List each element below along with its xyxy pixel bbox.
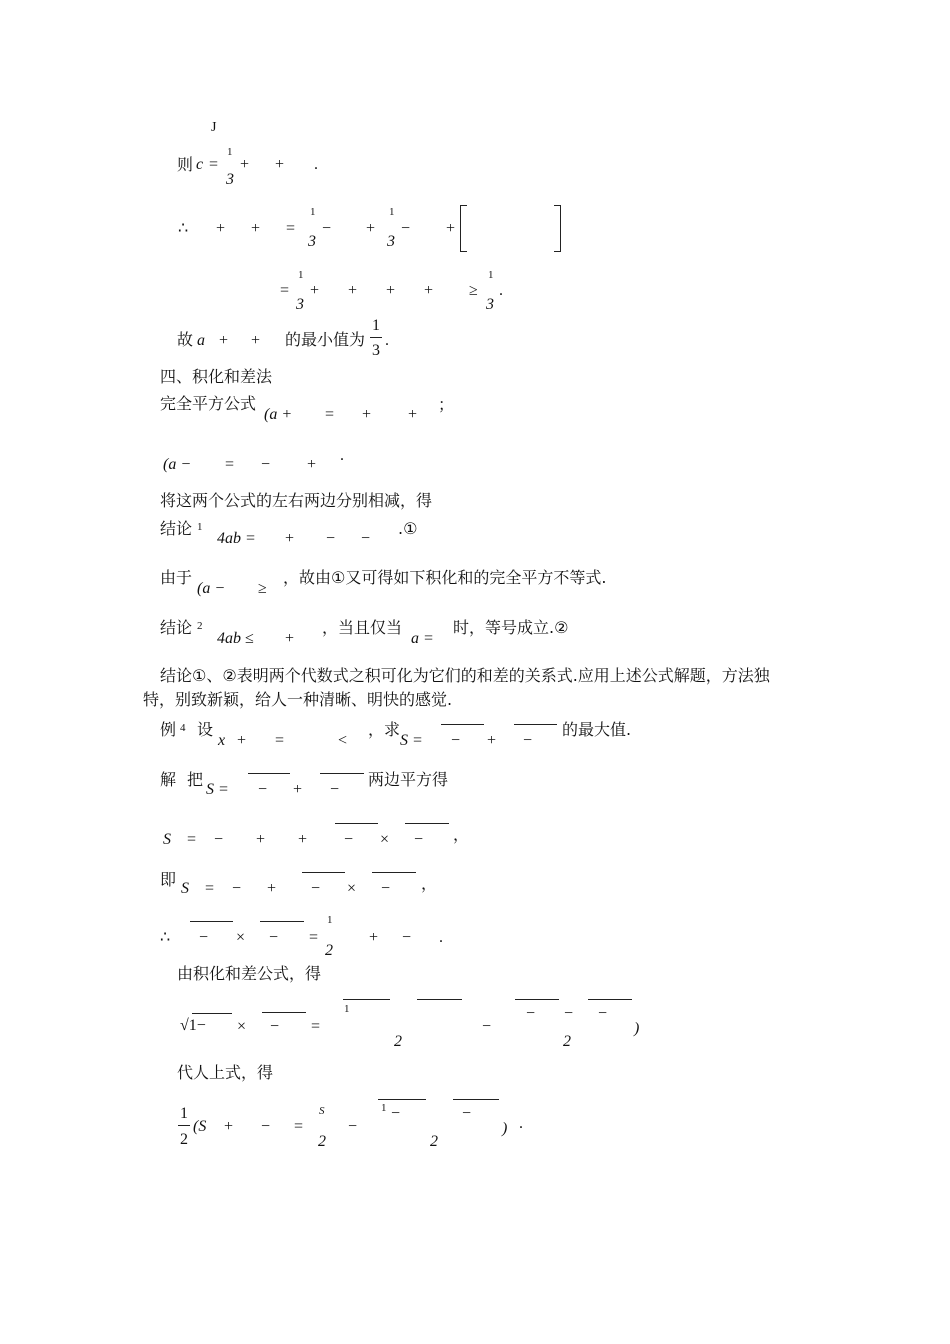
step7-sqrt-bar1 xyxy=(378,1099,426,1100)
step5-sqrt-bar4 xyxy=(515,999,559,1000)
line8-math: (a − xyxy=(197,580,226,597)
step5-sqrt-bar1 xyxy=(262,1012,306,1013)
line3-frac-b-num: 1 xyxy=(488,269,494,281)
step7-minus2: − xyxy=(348,1118,358,1135)
step2-prefix: 即 xyxy=(160,870,177,889)
step1-eq: = xyxy=(187,831,197,848)
line4-plus2: + xyxy=(251,332,261,349)
example-label: 例 xyxy=(160,720,177,739)
step3-minus1: − xyxy=(199,929,209,946)
step5-two-b: 2 xyxy=(563,1033,571,1050)
step7-paren: ) xyxy=(502,1120,508,1137)
step2-comma: ， xyxy=(421,876,438,893)
conclusion1-minus2: − xyxy=(361,530,371,547)
solution-ba: 把 xyxy=(187,770,204,789)
step7-frac-den: 2 xyxy=(180,1131,188,1148)
step5-minus2: − xyxy=(482,1018,492,1035)
step7-plus: + xyxy=(224,1118,234,1135)
line1-plus1: + xyxy=(240,156,250,173)
step1-minus3: − xyxy=(414,831,424,848)
line3-geq: ≥ xyxy=(469,282,478,299)
line2-plus2: + xyxy=(251,220,261,237)
step1-minus: − xyxy=(214,831,224,848)
step7-two-b: 2 xyxy=(430,1133,438,1150)
solution-label: 解 xyxy=(160,770,177,789)
step7-sqrt-bar2 xyxy=(453,1099,499,1100)
line4-frac-den: 3 xyxy=(372,342,380,359)
section-heading: 四、积化和差法 xyxy=(160,367,273,386)
conclusion2-math: 4ab ≤ xyxy=(217,630,254,647)
line1-prefix: 则 xyxy=(177,155,194,174)
conclusion2-text1: ，当且仅当 xyxy=(322,618,403,637)
step3-times: × xyxy=(236,929,246,946)
example-end: 的最大值. xyxy=(562,720,632,739)
stray-mark: J xyxy=(211,120,217,135)
line2-frac-b-num: 1 xyxy=(389,206,395,218)
line3-plus4: + xyxy=(424,282,434,299)
step7-dot: . xyxy=(519,1115,523,1132)
step2-minus2: − xyxy=(311,880,321,897)
example-minus1: − xyxy=(451,732,461,749)
step2-S: S xyxy=(181,880,189,897)
step1-times: × xyxy=(380,831,390,848)
step2-eq: = xyxy=(205,880,215,897)
line4-prefix: 故 xyxy=(177,330,194,349)
step2-minus: − xyxy=(232,880,242,897)
line5-plus2: + xyxy=(408,406,418,423)
example-qiu: ，求 xyxy=(368,720,401,739)
step3-frac-num: 1 xyxy=(327,914,333,926)
line2-minus-b: − xyxy=(401,220,411,237)
step2-times: × xyxy=(347,880,357,897)
step5-minus4: − xyxy=(564,1005,574,1022)
conclusion1-math: 4ab = xyxy=(217,530,256,547)
line2-plus4: + xyxy=(446,220,456,237)
step3-frac-den: 2 xyxy=(325,942,333,959)
line2-frac-a-num: 1 xyxy=(310,206,316,218)
example-var-x: x xyxy=(218,732,226,749)
example-S: S = xyxy=(400,732,423,749)
conclusion1-plus: + xyxy=(285,530,295,547)
solution-text: 两边平方得 xyxy=(368,770,449,789)
line8-geq: ≥ xyxy=(258,580,267,597)
step3-minus3: − xyxy=(402,929,412,946)
step7-two-a: 2 xyxy=(318,1133,326,1150)
step7-minus3: − xyxy=(391,1105,401,1122)
line6-eq: = xyxy=(225,456,235,473)
step2-sqrt-bar2 xyxy=(372,872,416,873)
line3-frac-b-den: 3 xyxy=(486,296,494,313)
line2-eq: = xyxy=(286,220,296,237)
line5-semicolon: ； xyxy=(438,395,455,414)
paragraph-line2: 特，别致新颖，给人一种清晰、明快的感觉. xyxy=(143,690,453,709)
example-sqrt-bar2 xyxy=(514,724,557,725)
solution-S: S = xyxy=(206,781,229,798)
step5-sqrt-bar5 xyxy=(588,999,632,1000)
line2-minus-a: − xyxy=(322,220,332,237)
step3-minus2: − xyxy=(269,929,279,946)
paragraph-line1: 结论①、②表明两个代数式之积可化为它们的和差的关系式.应用上述公式解题，方法独 xyxy=(160,666,770,685)
line1-dot: . xyxy=(314,156,318,173)
step5-sqrt-bar2 xyxy=(343,999,390,1000)
example-number: 4 xyxy=(180,722,186,734)
solution-minus1: − xyxy=(258,781,268,798)
step5-sqrt: √1− xyxy=(180,1017,206,1034)
step5-eq: = xyxy=(311,1018,321,1035)
line4-frac-bar xyxy=(370,337,382,338)
step2-minus3: − xyxy=(381,880,391,897)
step7-minus: − xyxy=(261,1118,271,1135)
step3-eq: = xyxy=(309,929,319,946)
line2-plus3: + xyxy=(366,220,376,237)
line7-text: 将这两个公式的左右两边分别相减，得 xyxy=(160,491,433,510)
line6-math: (a − xyxy=(163,456,192,473)
line3-eq: = xyxy=(280,282,290,299)
solution-plus: + xyxy=(293,781,303,798)
step1-sqrt-bar2 xyxy=(405,823,449,824)
line6-minus: − xyxy=(261,456,271,473)
line5-math: (a + xyxy=(264,406,293,423)
example-plus2: + xyxy=(487,732,497,749)
step1-S: S xyxy=(163,831,171,848)
conclusion2-label: 结论 xyxy=(160,618,193,637)
step7-frac-num: 1 xyxy=(180,1105,188,1122)
line3-plus2: + xyxy=(348,282,358,299)
step5-minus1: − xyxy=(270,1018,280,1035)
line1-frac-den: 3 xyxy=(226,171,234,188)
line3-dot: . xyxy=(499,282,503,299)
line3-plus3: + xyxy=(386,282,396,299)
step3-dot: . xyxy=(439,929,443,946)
line3-frac-num: 1 xyxy=(298,269,304,281)
line1-frac-num: 1 xyxy=(227,146,233,158)
step5-minus3: − xyxy=(526,1005,536,1022)
line8-text: ，故由①又可得如下积化和的完全平方不等式. xyxy=(283,568,607,587)
step2-plus: + xyxy=(267,880,277,897)
step5-paren: ) xyxy=(634,1020,640,1037)
line2-bracket-left xyxy=(460,205,467,252)
line2-plus1: + xyxy=(216,220,226,237)
step6-text: 代人上式，得 xyxy=(177,1063,274,1082)
line5-text: 完全平方公式 xyxy=(160,394,257,413)
example-lt: < xyxy=(338,732,348,749)
step5-two-a: 2 xyxy=(394,1033,402,1050)
line3-frac-den: 3 xyxy=(296,296,304,313)
step1-plus2: + xyxy=(298,831,308,848)
example-minus2: − xyxy=(523,732,533,749)
step3-sqrt-bar2 xyxy=(260,921,304,922)
step7-one: 1 xyxy=(381,1102,387,1114)
line5-eq: = xyxy=(325,406,335,423)
conclusion2-number: 2 xyxy=(197,620,203,632)
example-set: 设 xyxy=(197,720,214,739)
step2-sqrt-bar1 xyxy=(302,872,345,873)
example-sqrt-bar1 xyxy=(441,724,484,725)
line6-plus: + xyxy=(307,456,317,473)
example-plus: + xyxy=(237,732,247,749)
line4-dot: . xyxy=(385,332,389,349)
line5-plus1: + xyxy=(362,406,372,423)
step4-text: 由积化和差公式，得 xyxy=(177,964,322,983)
step5-one: 1 xyxy=(344,1003,350,1015)
step3-sqrt-bar1 xyxy=(190,921,233,922)
example-eq: = xyxy=(275,732,285,749)
step1-plus1: + xyxy=(256,831,266,848)
step5-sqrt-bar0 xyxy=(192,1013,232,1014)
conclusion1-number: 1 xyxy=(197,521,203,533)
line2-frac-a-den: 3 xyxy=(308,233,316,250)
line2-therefore: ∴ xyxy=(178,220,189,237)
line6-dot: . xyxy=(340,447,344,464)
step5-sqrt-bar3 xyxy=(417,999,462,1000)
step5-times: × xyxy=(237,1018,247,1035)
step7-minus4: − xyxy=(462,1105,472,1122)
line3-plus1: + xyxy=(310,282,320,299)
line1-eq: = xyxy=(209,156,219,173)
line1-plus2: + xyxy=(275,156,285,173)
step7-frac-bar xyxy=(178,1125,190,1126)
conclusion2-text2: 时，等号成立.② xyxy=(453,618,569,637)
step1-sqrt-bar1 xyxy=(335,823,378,824)
line4-text: 的最小值为 xyxy=(285,330,366,349)
solution-sqrt-bar1 xyxy=(248,773,290,774)
step3-therefore: ∴ xyxy=(160,929,171,946)
conclusion1-label: 结论 xyxy=(160,519,193,538)
line4-var-a: a xyxy=(197,332,205,349)
conclusion1-minus1: − xyxy=(326,530,336,547)
step7-S-num: S xyxy=(319,1105,325,1117)
step7-eq: = xyxy=(294,1118,304,1135)
conclusion1-end: .① xyxy=(398,519,418,538)
step1-comma: ， xyxy=(453,827,470,844)
line4-plus1: + xyxy=(219,332,229,349)
conclusion2-a: a = xyxy=(411,630,434,647)
step5-minus5: − xyxy=(598,1005,608,1022)
line4-frac-num: 1 xyxy=(372,317,380,334)
step3-plus: + xyxy=(369,929,379,946)
step1-minus2: − xyxy=(344,831,354,848)
conclusion2-plus: + xyxy=(285,630,295,647)
step7-S: (S xyxy=(193,1118,207,1135)
solution-minus2: − xyxy=(330,781,340,798)
line2-frac-b-den: 3 xyxy=(387,233,395,250)
line2-bracket-right xyxy=(554,205,561,252)
line8-prefix: 由于 xyxy=(160,568,193,587)
solution-sqrt-bar2 xyxy=(320,773,364,774)
line1-var-c: c xyxy=(196,156,204,173)
